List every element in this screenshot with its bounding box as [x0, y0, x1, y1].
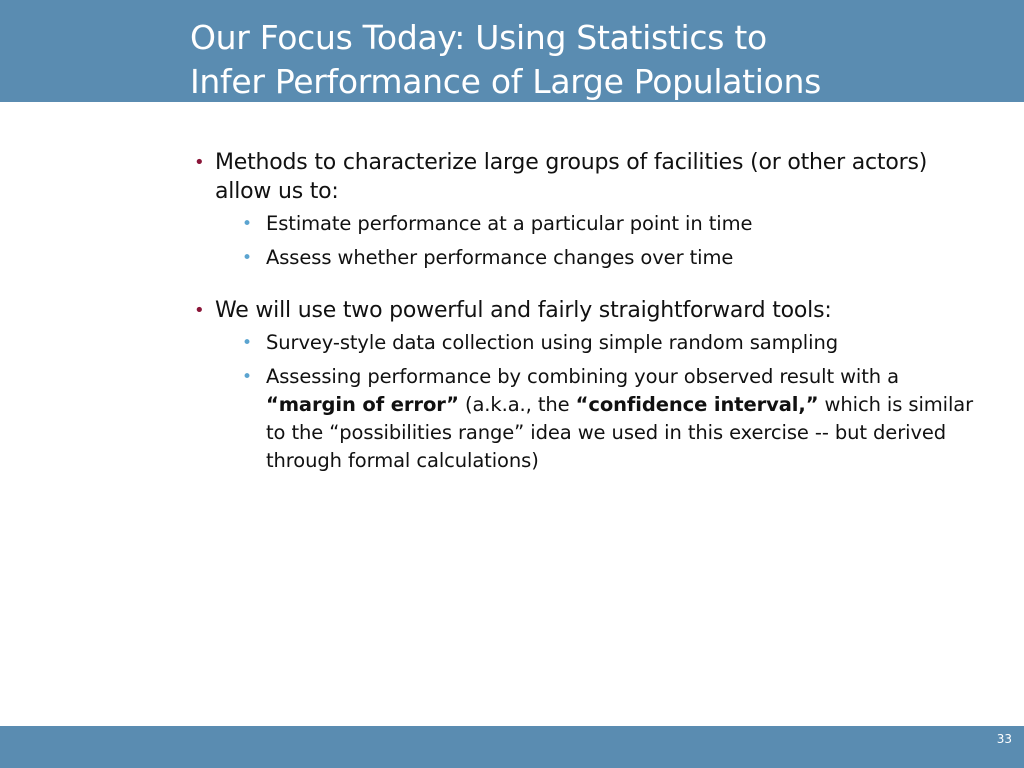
subbullet-dot-icon: •	[242, 333, 252, 353]
subbullet-moe-part3: which is similar to the “possibilities range” idea we used in this exercise -- but derived through formal calculations)	[266, 393, 974, 472]
bullet-tools-text: We will use two powerful and fairly straightforward tools:	[215, 298, 832, 323]
subbullet-survey	[242, 329, 980, 357]
subbullet-assess-change	[242, 244, 980, 272]
slide-body	[190, 148, 980, 475]
subbullet-estimate-text: Estimate performance at a particular point in time	[266, 212, 753, 235]
slide-title-line-2: Infer Performance of Large Populations	[190, 62, 822, 101]
subbullet-dot-icon: •	[242, 367, 252, 387]
bullet-dot-icon: •	[194, 152, 205, 173]
subbullet-margin-of-error	[242, 363, 980, 475]
subbullet-dot-icon: •	[242, 214, 252, 234]
page-number: 33	[996, 732, 1012, 746]
subbullet-moe-part2: (a.k.a., the	[458, 393, 576, 416]
slide-title-line-1: Our Focus Today: Using Statistics to	[190, 18, 767, 57]
confidence-interval-term: “confidence interval,”	[575, 393, 819, 416]
margin-of-error-term: “margin of error”	[266, 393, 459, 416]
bullet-dot-icon: •	[194, 300, 205, 321]
bullet-tools	[190, 296, 980, 325]
footer-bar	[0, 726, 1024, 768]
slide-title	[190, 16, 990, 104]
subbullet-dot-icon: •	[242, 248, 252, 268]
subbullet-estimate	[242, 210, 980, 238]
subbullet-survey-text: Survey-style data collection using simple random sampling	[266, 331, 838, 354]
bullet-methods	[190, 148, 980, 206]
subbullet-moe-part1: Assessing performance by combining your observed result with a	[266, 365, 900, 388]
bullet-methods-text: Methods to characterize large groups of facilities (or other actors) allow us to:	[215, 150, 928, 204]
subbullet-assess-change-text: Assess whether performance changes over time	[266, 246, 734, 269]
